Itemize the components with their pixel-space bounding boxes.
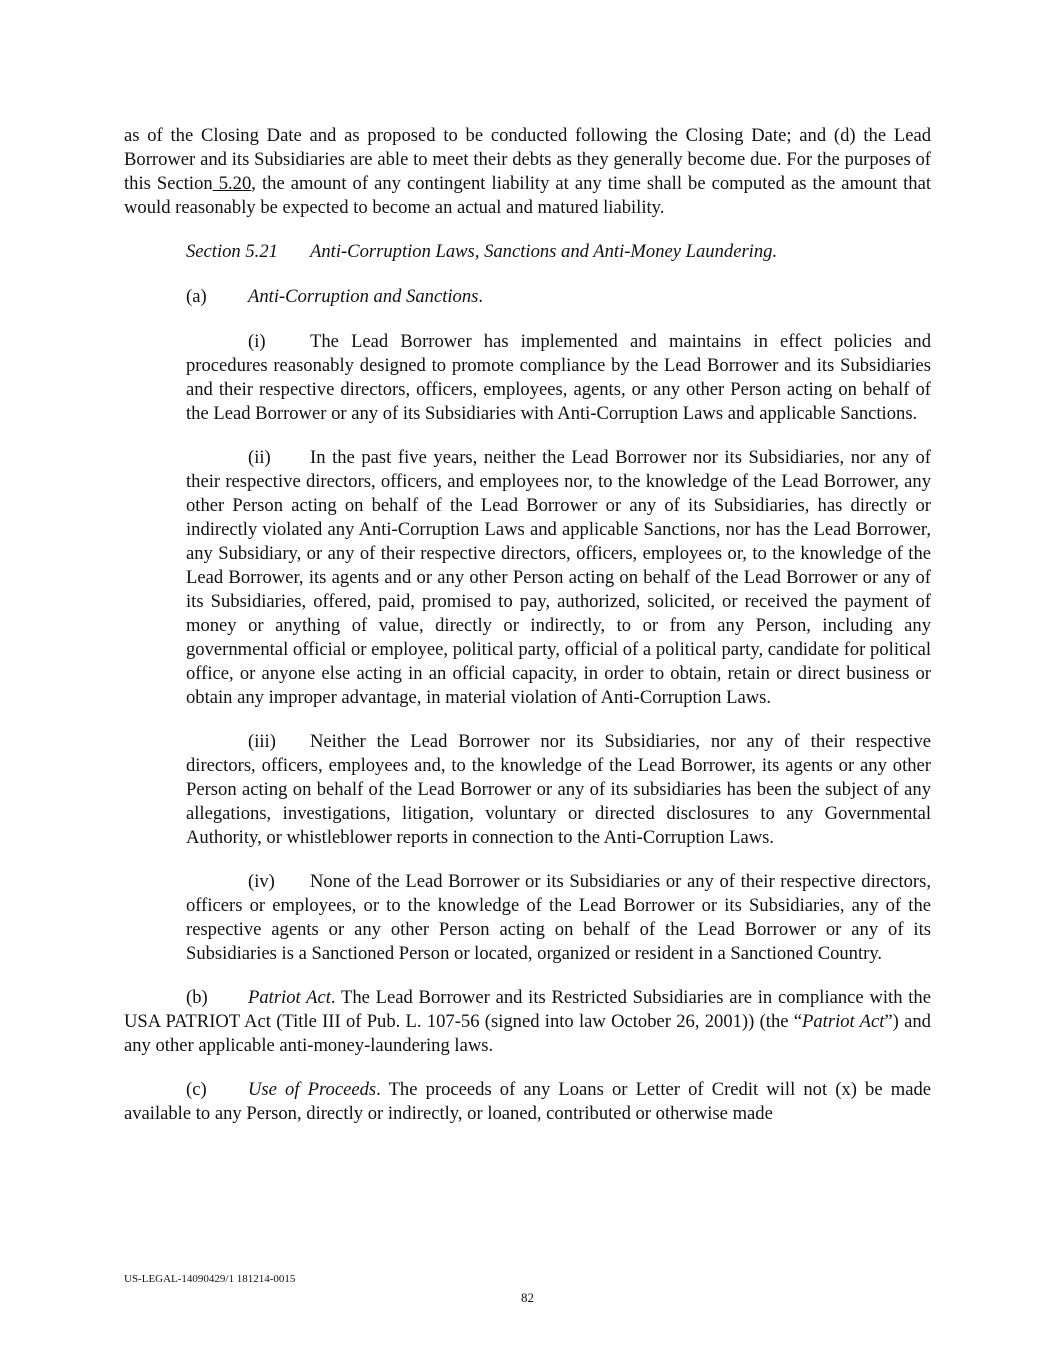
clause-b-number: (b) <box>186 987 208 1008</box>
section-title: Anti-Corruption Laws, Sanctions and Anti-Money Laundering <box>310 241 773 262</box>
section-heading: Section 5.21 Anti-Corruption Laws, Sanctions and Anti-Money Laundering. <box>186 241 778 262</box>
clause-c-number: (c) <box>186 1079 207 1100</box>
clause-a-number: (a) <box>186 286 207 307</box>
clause-c-title: Use of Proceeds <box>248 1079 377 1100</box>
item-text: Neither the Lead Borrower nor its Subsidiaries, nor any of their respective directors, officers, employees and, to the knowledge of the Lead Borrower, its agents or any other Person acting on behalf of the Lead Borrower or any of its subsidiaries has been the subject of any allegations, investigations, litigation, voluntary or directed disclosures to any Governmental Authority, or whistleblower reports in connection to the Anti-Corruption Laws. <box>186 731 931 848</box>
item-text: None of the Lead Borrower or its Subsidiaries or any of their respective directors, officers or employees, or to the knowledge of the Lead Borrower or its Subsidiaries, any of the respective agents or any other Person acting on behalf of the Lead Borrower or any of its Subsidiaries is a Sanctioned Person or located, organized or resident in a Sanctioned Country. <box>186 871 931 964</box>
item-number: (iii) <box>248 731 276 752</box>
item-number: (iv) <box>248 871 275 892</box>
item-text: In the past five years, neither the Lead Borrower nor its Subsidiaries, nor any of their respective directors, officers, and employees nor, to the knowledge of the Lead Borrower, any other Person acting on behalf of the Lead Borrower or any of its Subsidiaries, has directly or indirectly violated any Anti-Corruption Laws and applicable Sanctions, nor has the Lead Borrower, any Subsidiary, or any of their respective directors, officers, employees or, to the knowledge of the Lead Borrower, its agents and or any other Person acting on behalf of the Lead Borrower or any of its Subsidiaries, offered, paid, promised to pay, authorized, solicited, or received the payment of money or anything of value, directly or indirectly, to or from any Person, including any governmental official or employee, political party, official of a political party, candidate for political office, or anyone else acting in an official capacity, in order to obtain, retain or direct business or obtain any improper advantage, in material violation of Anti-Corruption Laws. <box>186 447 931 708</box>
intro-paragraph: as of the Closing Date and as proposed to be conducted following the Closing Date; and (d) the Lead Borrower and its Subsidiaries are able to meet their debts as they generally become due. For the purposes of this Section 5.20, the amount of any contingent liability at any time shall be computed as the amount that would reasonably be expected to become an actual and matured liability. <box>124 125 931 218</box>
clause-a-heading: (a) Anti-Corruption and Sanctions. <box>186 286 484 307</box>
section-reference-link: 5.20 <box>212 173 252 194</box>
page-number: 82 <box>521 1290 534 1305</box>
item-ii <box>186 446 931 710</box>
document-body <box>124 124 931 1126</box>
clause-b-title: Patriot Act <box>248 987 331 1008</box>
clause-b-defined-term: Patriot Act <box>802 1011 885 1032</box>
clause-c: (c) Use of Proceeds. The proceeds of any Loans or Letter of Credit will not (x) be made available to any Person, directly or indirectly, or loaned, contributed or otherwise made <box>124 1079 931 1124</box>
item-number: (ii) <box>248 447 271 468</box>
item-iv <box>186 870 931 966</box>
item-text: The Lead Borrower has implemented and maintains in effect policies and procedures reasonably designed to promote compliance by the Lead Borrower and its Subsidiaries and their respective directors, officers, employees, agents, or any other Person acting on behalf of the Lead Borrower or any of its Subsidiaries with Anti-Corruption Laws and applicable Sanctions. <box>186 331 931 424</box>
clause-a-title: Anti-Corruption and Sanctions <box>248 286 479 307</box>
section-number: Section 5.21 <box>186 241 278 262</box>
clause-b: (b) Patriot Act. The Lead Borrower and its Restricted Subsidiaries are in compliance with the USA PATRIOT Act (Title III of Pub. L. 107-56 (signed into law October 26, 2001)) (the “Patriot Act”) and any other applicable anti-money-laundering laws. <box>124 987 931 1056</box>
item-i <box>186 330 931 426</box>
item-number: (i) <box>248 331 266 352</box>
footer-document-id: US-LEGAL-14090429/1 181214-0015 <box>124 1273 296 1285</box>
item-iii <box>186 730 931 850</box>
